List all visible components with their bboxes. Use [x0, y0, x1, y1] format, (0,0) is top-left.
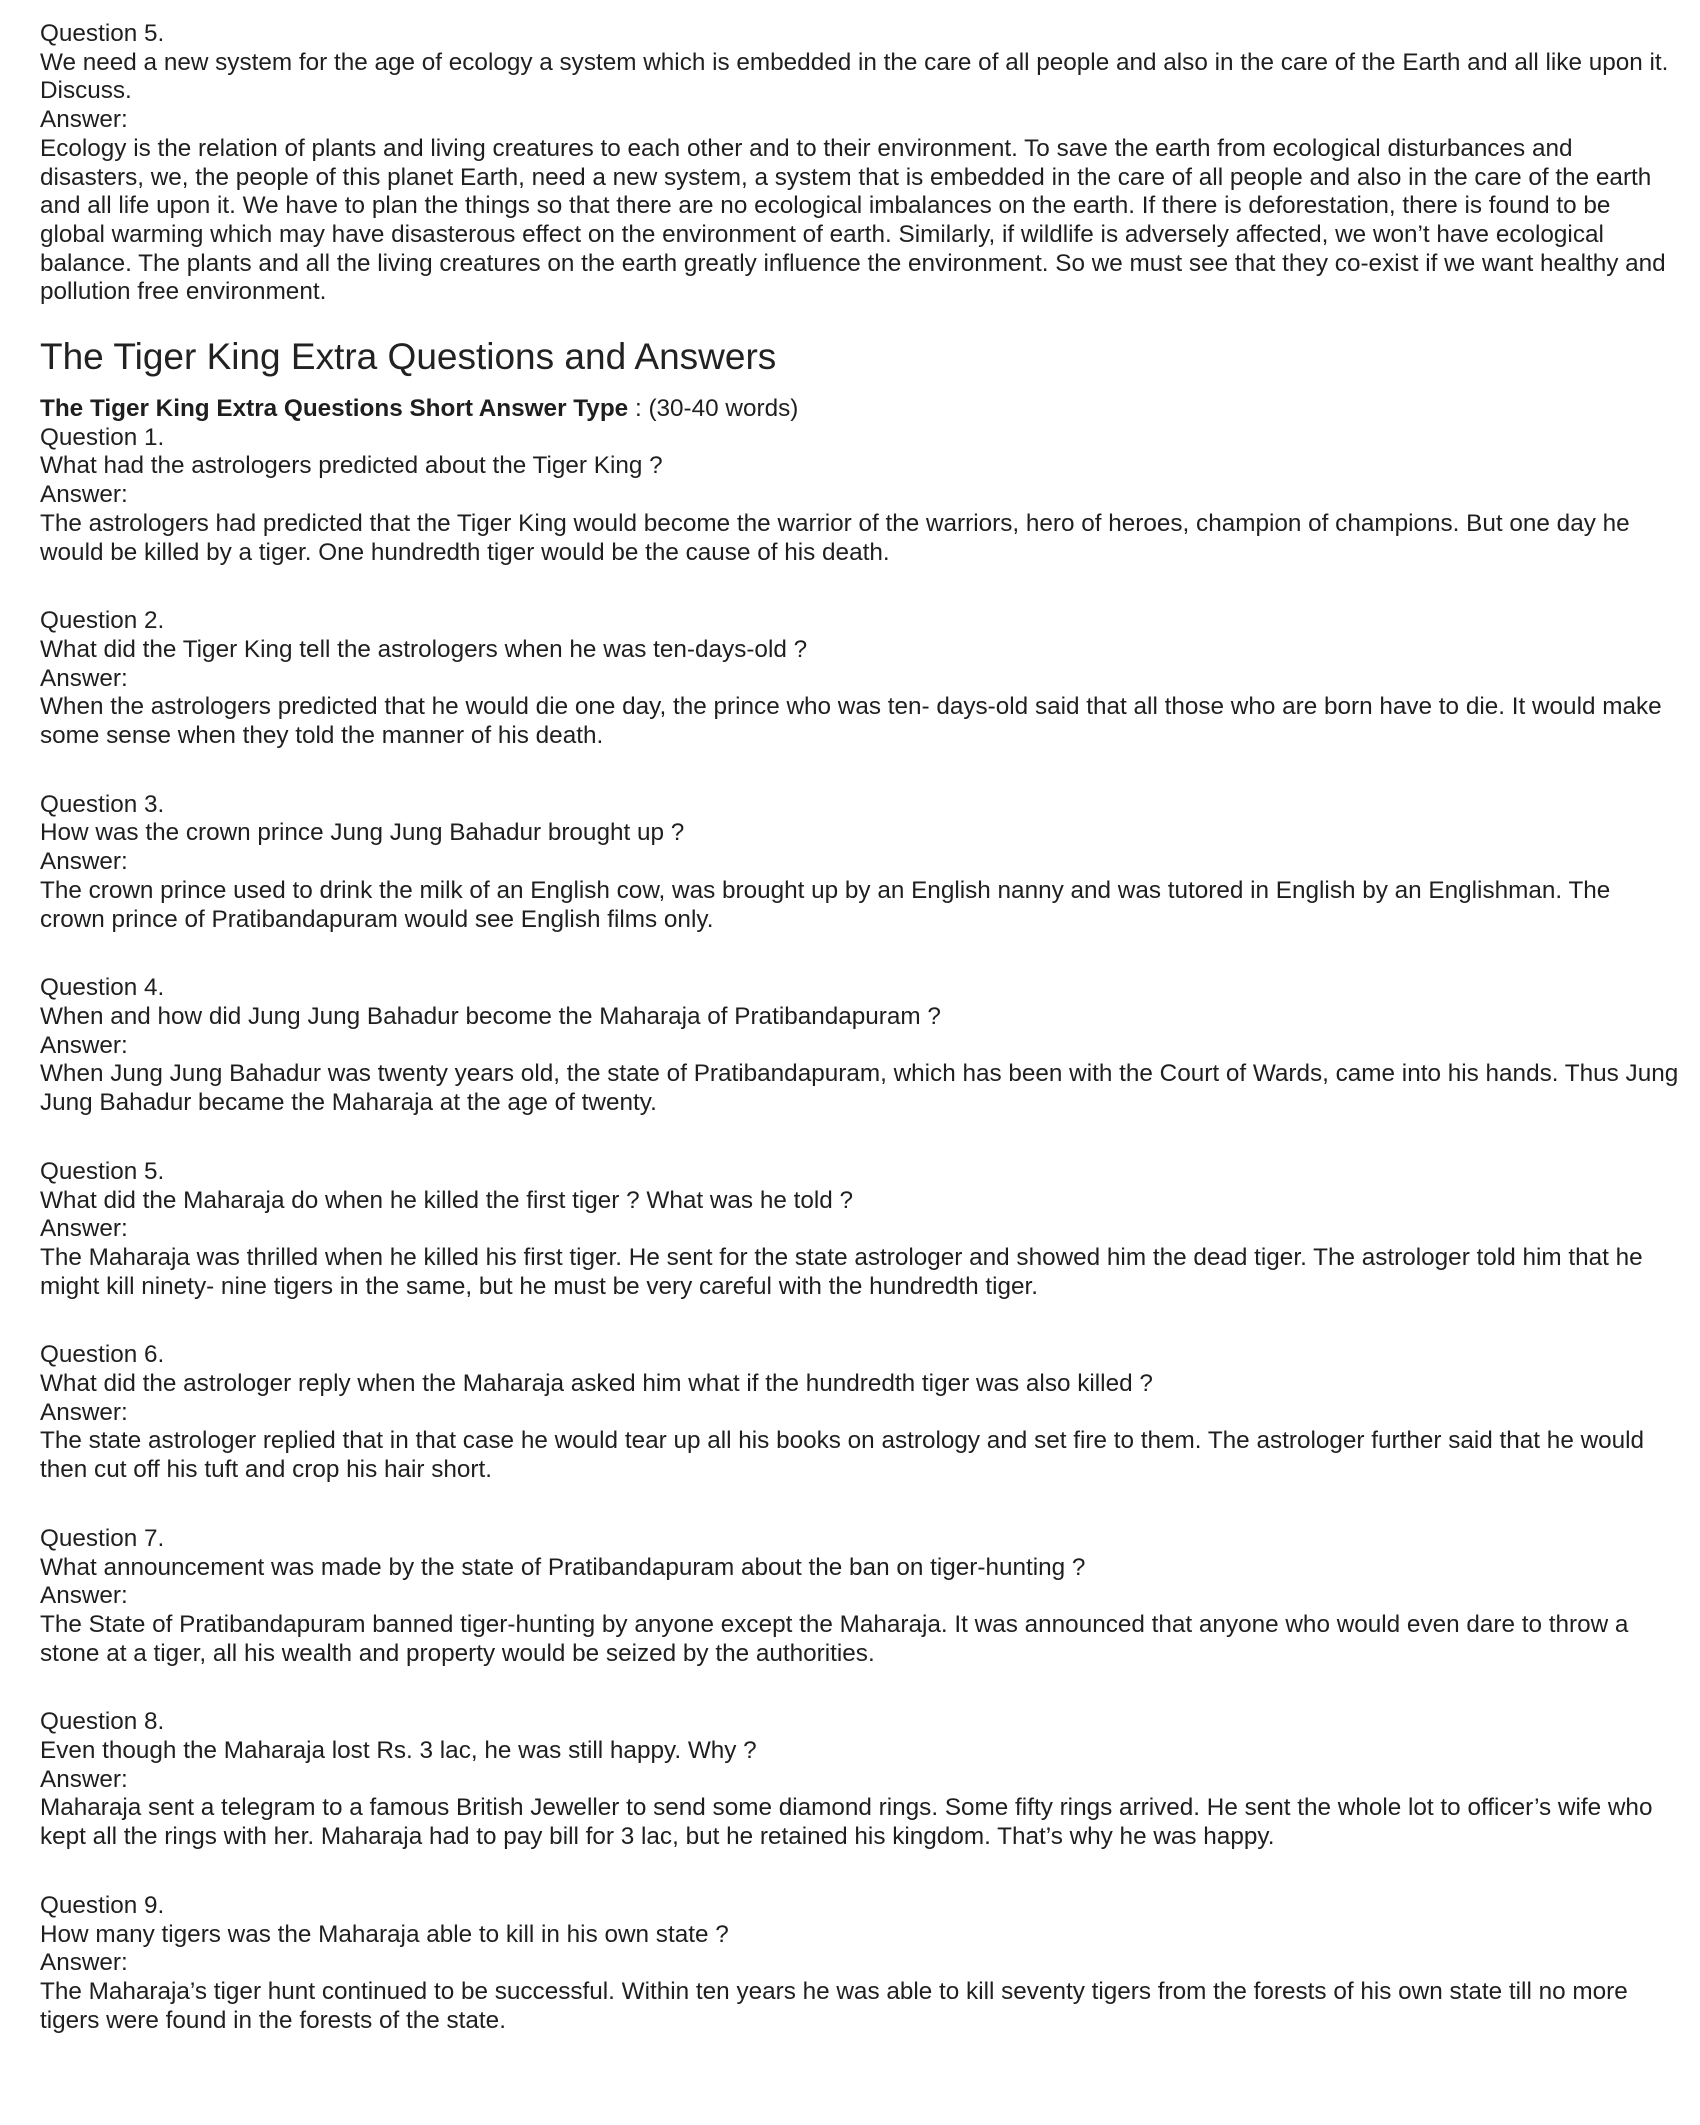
- question-text: We need a new system for the age of ecology a system which is embedded in the care of all people and also in the care of the Earth and all like upon it. Discuss.: [40, 48, 1669, 105]
- answer-text: The Maharaja’s tiger hunt continued to be successful. Within ten years he was able to kill seventy tigers from the forests of his own state till no more tigers were found in the forests of the state.: [40, 1977, 1628, 2034]
- qa-block-9: [40, 1892, 1680, 2036]
- answer-text: The Maharaja was thrilled when he killed his first tiger. He sent for the state astrologer and showed him the dead tiger. The astrologer told him that he might kill ninety- nine tigers in the same, but he must be very careful with the hundredth tiger.: [40, 1243, 1643, 1300]
- question-text: How was the crown prince Jung Jung Bahadur brought up ?: [40, 819, 685, 847]
- question-label: Question 5.: [40, 1157, 165, 1185]
- qa-block-7: [40, 1525, 1680, 1669]
- question-text: What did the astrologer reply when the Maharaja asked him what if the hundredth tiger was also killed ?: [40, 1370, 1153, 1398]
- qa-block-5: [40, 1158, 1680, 1302]
- answer-label: Answer:: [40, 481, 128, 509]
- answer-label: Answer:: [40, 1949, 128, 1977]
- answer-label: Answer:: [40, 1398, 128, 1426]
- qa-block-1: [40, 424, 1680, 568]
- qa-block-3: [40, 791, 1680, 935]
- intro-question-block: [40, 20, 1680, 307]
- subtitle-word-limit: : (30-40 words): [628, 395, 799, 423]
- answer-text: The astrologers had predicted that the Tiger King would become the warrior of the warriors, hero of heroes, champion of champions. But one day he would be killed by a tiger. One hundredth tiger would be the cause of his death.: [40, 509, 1630, 566]
- question-text: When and how did Jung Jung Bahadur become the Maharaja of Pratibandapuram ?: [40, 1002, 941, 1030]
- answer-label: Answer:: [40, 1215, 128, 1243]
- answer-label: Answer:: [40, 1765, 128, 1793]
- question-label: Question 7.: [40, 1524, 165, 1552]
- answer-text: The state astrologer replied that in that case he would tear up all his books on astrology and set fire to them. The astrologer further said that he would then cut off his tuft and crop his hair short.: [40, 1427, 1645, 1484]
- answer-label: Answer:: [40, 848, 128, 876]
- qa-block-4: [40, 974, 1680, 1118]
- question-label: Question 3.: [40, 790, 165, 818]
- answer-label: Answer:: [40, 106, 128, 134]
- answer-label: Answer:: [40, 1582, 128, 1610]
- question-label: Question 9.: [40, 1891, 165, 1919]
- question-text: What announcement was made by the state of Pratibandapuram about the ban on tiger-hunting ?: [40, 1553, 1086, 1581]
- question-label: Question 6.: [40, 1341, 165, 1369]
- document-page: [40, 20, 1680, 2075]
- question-label: Question 4.: [40, 974, 165, 1002]
- qa-block-2: [40, 607, 1680, 751]
- question-text: What had the astrologers predicted about the Tiger King ?: [40, 452, 663, 480]
- question-label: Question 8.: [40, 1708, 165, 1736]
- subtitle-bold: The Tiger King Extra Questions Short Answer Type: [40, 395, 629, 423]
- question-text: How many tigers was the Maharaja able to kill in his own state ?: [40, 1920, 729, 1948]
- answer-text: Ecology is the relation of plants and living creatures to each other and to their environment. To save the earth from ecological disturbances and disasters, we, the people of this planet Earth, need a new system, a system that is embedded in the care of all people and also in the care of the earth and all life upon it. We have to plan the things so that there are no ecological imbalances on the earth. If there is deforestation, there is found to be global warming which may have disasterous effect on the environment of earth. Similarly, if wildlife is adversely affected, we won’t have ecological balance. The plants and all the living creatures on the earth greatly influence the environment. So we must see that they co-exist if we want healthy and pollution free environment.: [40, 134, 1666, 306]
- answer-text: When Jung Jung Bahadur was twenty years old, the state of Pratibandapuram, which has been with the Court of Wards, came into his hands. Thus Jung Jung Bahadur became the Maharaja at the age of twenty.: [40, 1060, 1679, 1117]
- answer-text: The State of Pratibandapuram banned tiger-hunting by anyone except the Maharaja. It was announced that anyone who would even dare to throw a stone at a tiger, all his wealth and property would be seized by the authorities.: [40, 1610, 1629, 1667]
- answer-label: Answer:: [40, 1031, 128, 1059]
- question-text: What did the Tiger King tell the astrologers when he was ten-days-old ?: [40, 635, 808, 663]
- question-label: Question 1.: [40, 423, 165, 451]
- question-label: Question 5.: [40, 20, 165, 47]
- question-text: What did the Maharaja do when he killed the first tiger ? What was he told ?: [40, 1186, 854, 1214]
- answer-text: The crown prince used to drink the milk of an English cow, was brought up by an English nanny and was tutored in English by an Englishman. The crown prince of Pratibandapuram would see English films only.: [40, 876, 1611, 933]
- answer-text: When the astrologers predicted that he would die one day, the prince who was ten- days-old said that all those who are born have to die. It would make some sense when they told the manner of his death.: [40, 693, 1662, 750]
- question-label: Question 2.: [40, 607, 165, 635]
- answer-label: Answer:: [40, 664, 128, 692]
- section-title: The Tiger King Extra Questions and Answers: [40, 336, 777, 378]
- qa-block-6: [40, 1341, 1680, 1485]
- section-subtitle: [40, 395, 1680, 424]
- qa-block-8: [40, 1708, 1680, 1852]
- question-text: Even though the Maharaja lost Rs. 3 lac, he was still happy. Why ?: [40, 1737, 757, 1765]
- answer-text: Maharaja sent a telegram to a famous British Jeweller to send some diamond rings. Some fifty rings arrived. He sent the whole lot to officer’s wife who kept all the rings with her. Maharaja had to pay bill for 3 lac, but he retained his kingdom. That’s why he was happy.: [40, 1794, 1653, 1851]
